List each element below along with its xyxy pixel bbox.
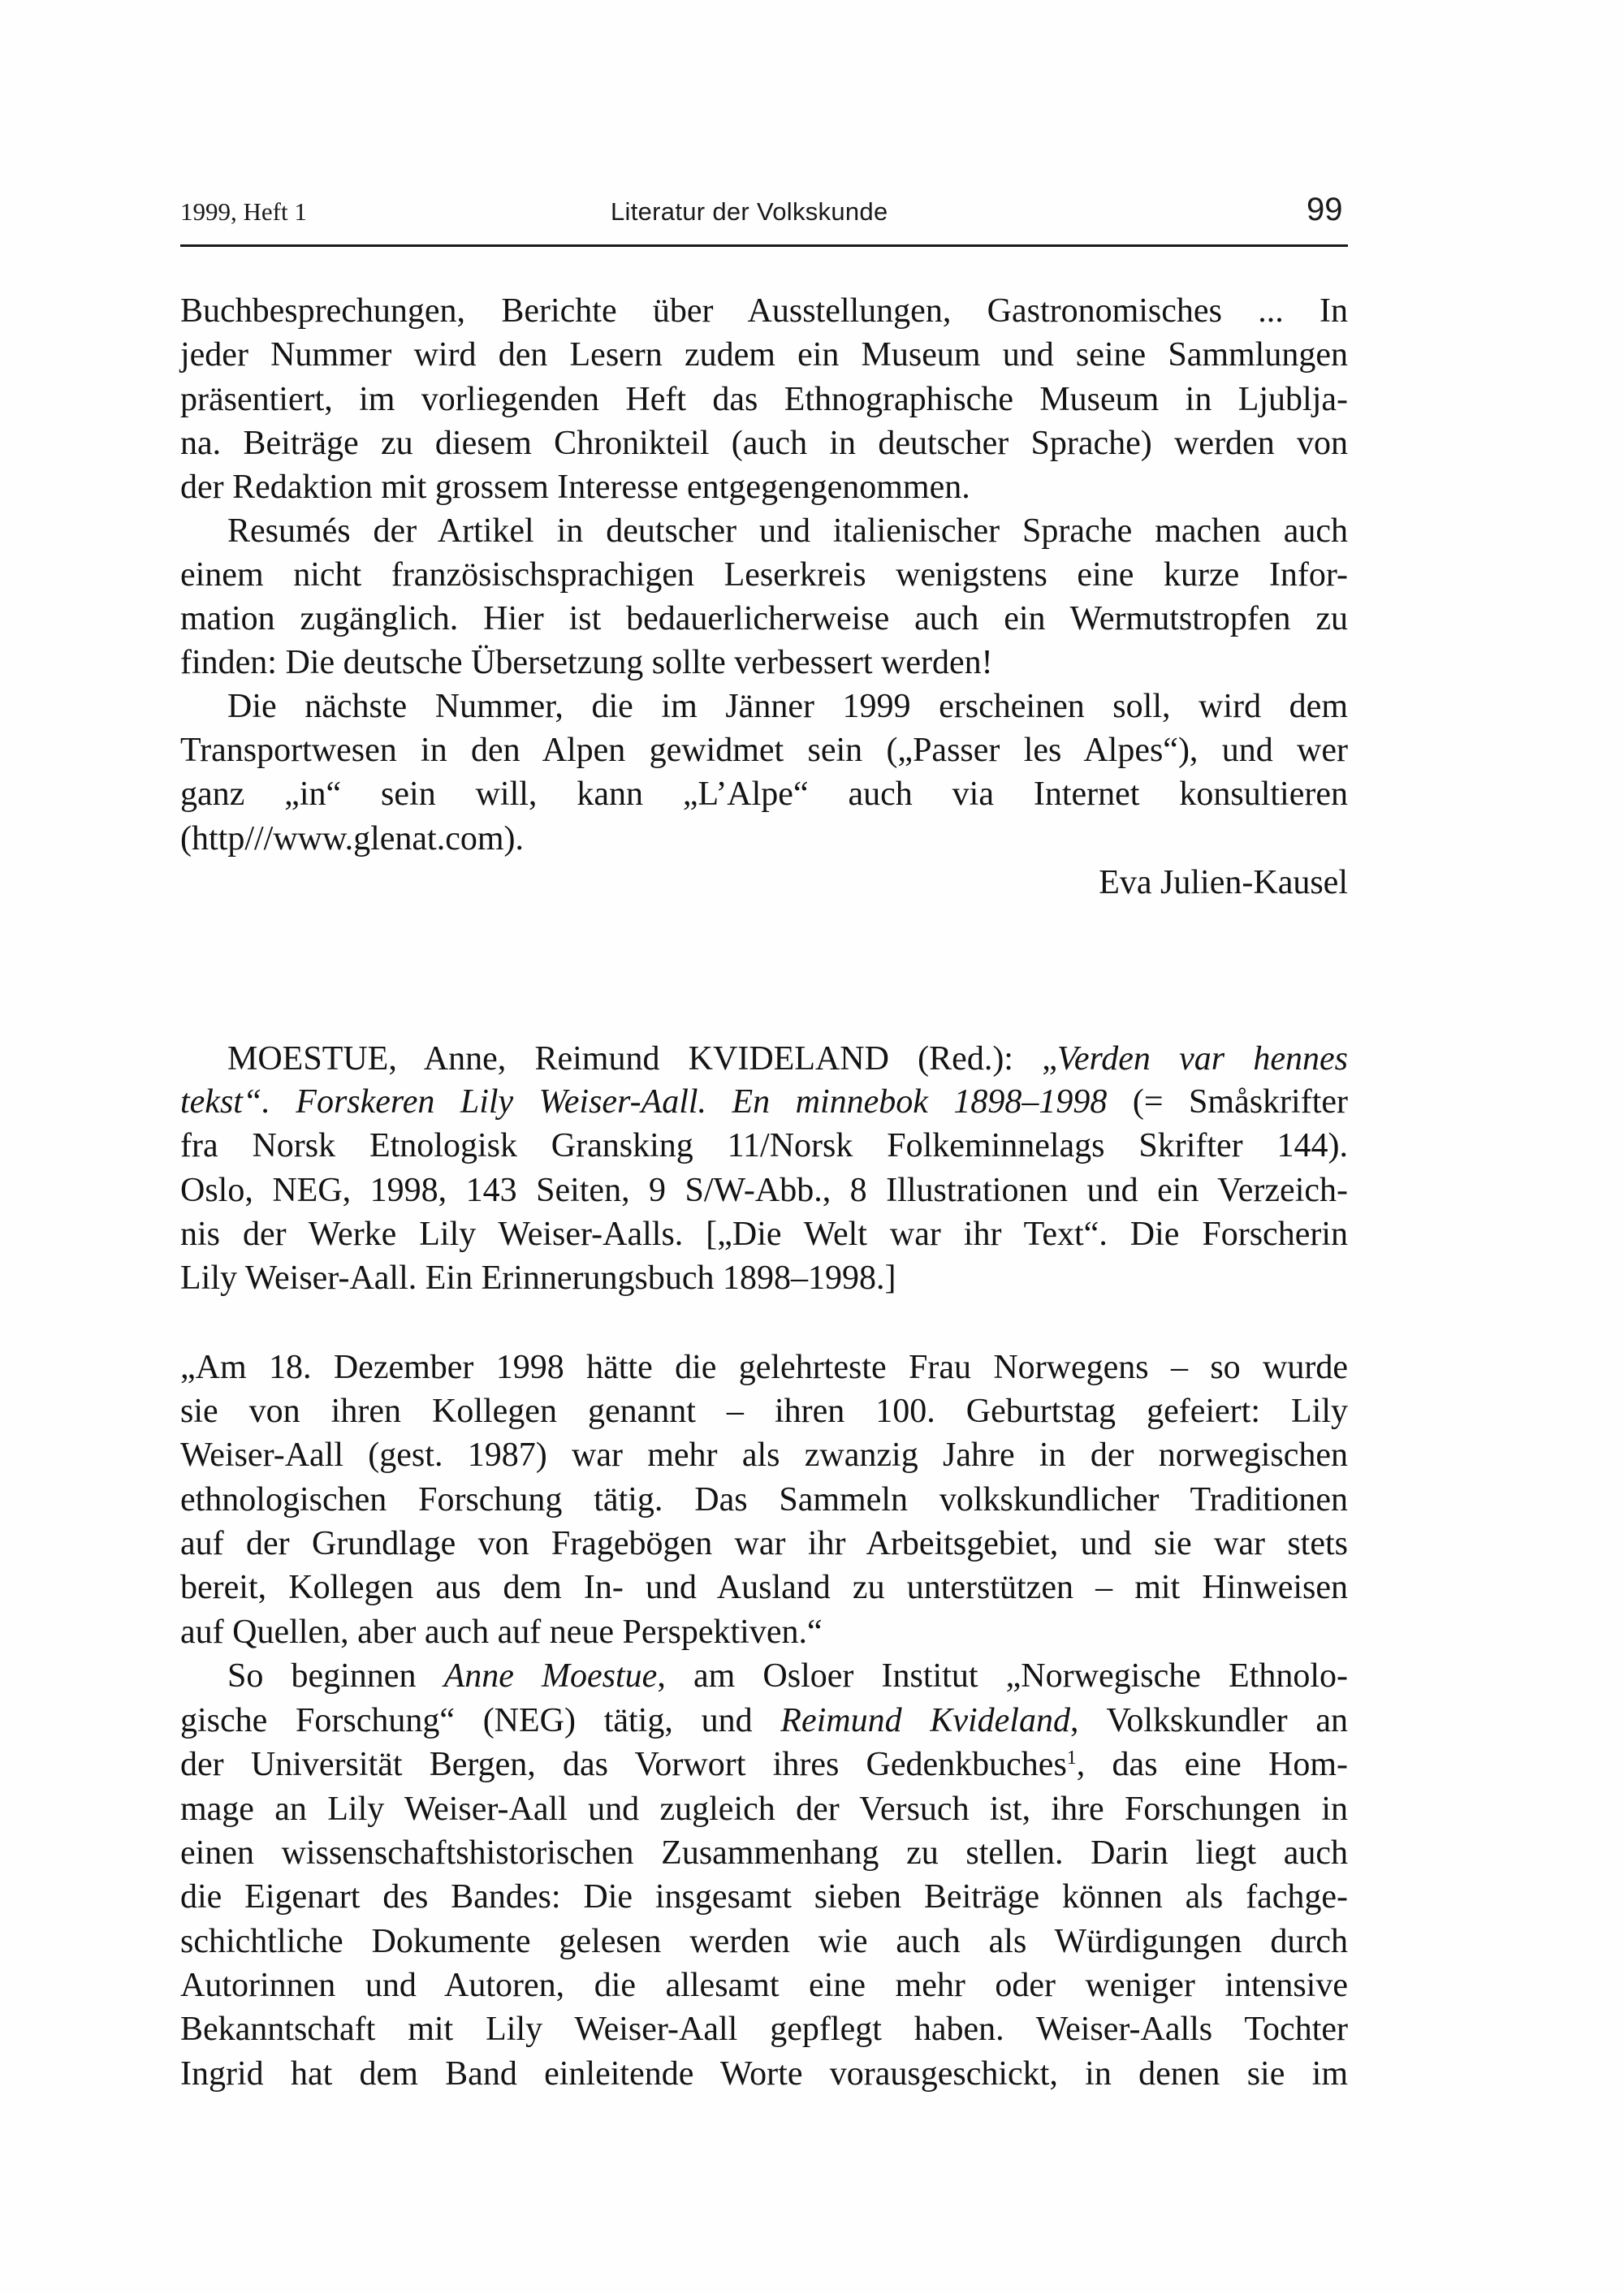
text-line: Buchbesprechungen, Berichte über Ausstellungen, Gastronomisches ... In: [180, 292, 1348, 330]
citation-title: tekst“. Forskeren Lily Weiser-Aall. En minnebok 1898–1998: [180, 1083, 1108, 1121]
citation-line: [180, 1082, 1348, 1122]
text-line: (http///www.glenat.com).: [180, 820, 525, 858]
page-number: 99: [1307, 192, 1343, 227]
reviewer-signature: Eva Julien-Kausel: [1099, 864, 1348, 901]
citation-authors: MOESTUE, Anne, Reimund KVIDELAND (Red.): „: [227, 1040, 1057, 1078]
author-name: Anne Moestue: [443, 1657, 658, 1695]
citation-line: Oslo, NEG, 1998, 143 Seiten, 9 S/W-Abb., 8 Illustrationen und ein Verzeich-: [180, 1172, 1348, 1209]
text-line: schichtliche Dokumente gelesen werden wie auch als Würdigungen durch: [180, 1923, 1348, 1960]
header-rule: [180, 244, 1348, 247]
text-line: Die nächste Nummer, die im Jänner 1999 erscheinen soll, wird dem: [227, 688, 1348, 725]
footnote-marker[interactable]: 1: [1066, 1748, 1077, 1769]
text-run: , das eine Hom-: [1076, 1746, 1348, 1783]
text-line: ganz „in“ sein will, kann „L’Alpe“ auch via Internet konsultieren: [180, 775, 1348, 813]
text-line: präsentiert, im vorliegenden Heft das Ethnographische Museum in Ljublja-: [180, 381, 1348, 418]
text-line: finden: Die deutsche Übersetzung sollte verbessert werden!: [180, 644, 993, 681]
citation-title: Verden var hennes: [1056, 1040, 1349, 1078]
text-line: der Redaktion mit grossem Interesse entgegengenommen.: [180, 469, 970, 506]
running-head-title: Literatur der Volkskunde: [611, 197, 888, 226]
text-run: , am Osloer Institut „Norwegische Ethnolo-: [657, 1657, 1348, 1695]
text-line: [180, 1744, 1348, 1785]
citation-line: nis der Werke Lily Weiser-Aalls. [„Die Welt war ihr Text“. Die Forscherin: [180, 1216, 1348, 1253]
citation-series: (= Småskrifter: [1107, 1083, 1348, 1121]
text-run: , Volkskundler an: [1069, 1702, 1348, 1739]
text-line: [180, 1700, 1348, 1741]
citation-line: fra Norsk Etnologisk Gransking 11/Norsk Folkeminnelags Skrifter 144).: [180, 1127, 1348, 1164]
citation-line: Lily Weiser-Aall. Ein Erinnerungsbuch 1898–1998.]: [180, 1259, 896, 1297]
text-line: „Am 18. Dezember 1998 hätte die gelehrteste Frau Norwegens – so wurde: [180, 1349, 1348, 1386]
text-run: der Universität Bergen, das Vorwort ihres Gedenkbuches: [180, 1746, 1067, 1783]
text-line: Autorinnen und Autoren, die allesamt eine mehr oder weniger intensive: [180, 1967, 1348, 2004]
text-line: die Eigenart des Bandes: Die insgesamt sieben Beiträge können als fachge-: [180, 1878, 1348, 1916]
text-run: gische Forschung“ (NEG) tätig, und: [180, 1702, 781, 1739]
text-line: einem nicht französischsprachigen Leserkreis wenigstens eine kurze Infor-: [180, 556, 1348, 594]
text-line: auf der Grundlage von Fragebögen war ihr Arbeitsgebiet, und sie war stets: [180, 1525, 1348, 1562]
running-head-issue: 1999, Heft 1: [180, 197, 307, 226]
text-line: Weiser-Aall (gest. 1987) war mehr als zwanzig Jahre in der norwegischen: [180, 1436, 1348, 1474]
text-line: Ingrid hat dem Band einleitende Worte vorausgeschickt, in denen sie im: [180, 2055, 1348, 2093]
citation-line: [227, 1039, 1348, 1079]
text-line: mage an Lily Weiser-Aall und zugleich der Versuch ist, ihre Forschungen in: [180, 1791, 1348, 1828]
text-line: na. Beiträge zu diesem Chronikteil (auch in deutscher Sprache) werden von: [180, 425, 1348, 462]
text-line: auf Quellen, aber auch auf neue Perspektiven.“: [180, 1614, 823, 1651]
text-line: sie von ihren Kollegen genannt – ihren 100. Geburtstag gefeiert: Lily: [180, 1393, 1348, 1430]
author-name: Reimund Kvideland: [780, 1702, 1070, 1739]
text-line: Bekanntschaft mit Lily Weiser-Aall gepflegt haben. Weiser-Aalls Tochter: [180, 2011, 1348, 2048]
text-line: ethnologischen Forschung tätig. Das Sammeln volkskundlicher Traditionen: [180, 1481, 1348, 1519]
text-line: jeder Nummer wird den Lesern zudem ein Museum und seine Sammlungen: [180, 336, 1348, 374]
text-line: Transportwesen in den Alpen gewidmet sein („Passer les Alpes“), und wer: [180, 732, 1348, 769]
text-line: Resumés der Artikel in deutscher und italienischer Sprache machen auch: [227, 512, 1348, 550]
text-line: einen wissenschaftshistorischen Zusammenhang zu stellen. Darin liegt auch: [180, 1834, 1348, 1872]
text-line: bereit, Kollegen aus dem In- und Ausland zu unterstützen – mit Hinweisen: [180, 1569, 1348, 1606]
text-line: [227, 1656, 1348, 1696]
text-run: So beginnen: [227, 1657, 444, 1695]
text-line: mation zugänglich. Hier ist bedauerlicherweise auch ein Wermutstropfen zu: [180, 600, 1348, 637]
